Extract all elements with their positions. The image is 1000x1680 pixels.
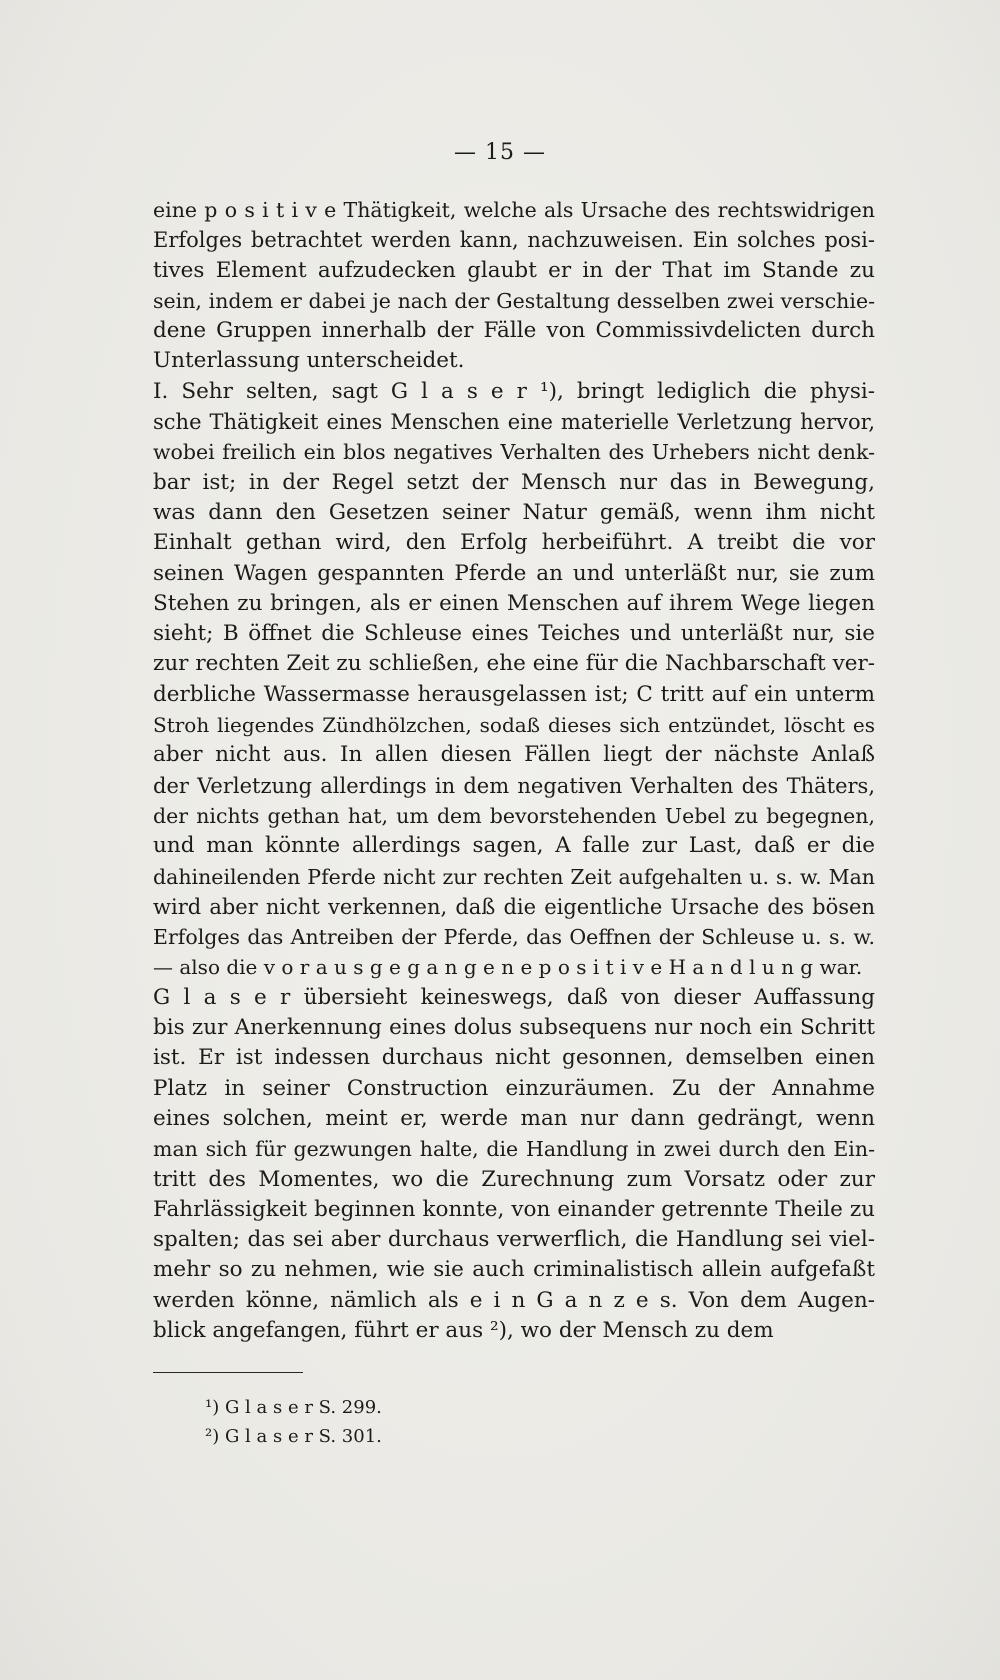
page-number: — 15 — [454, 140, 546, 165]
text-line: was dann den Gesetzen seiner Natur gemäß, wenn ihm nicht [153, 499, 875, 525]
text-line: — also die v o r a u s g e g a n g e n e p o s i t i v e H a n d l u n g war. [153, 955, 863, 980]
text-line: man sich für gezwungen halte, die Handlung in zwei durch den Ein- [153, 1137, 875, 1162]
text-line: Unterlassung unterscheidet. [153, 348, 465, 374]
text-line: und man könnte allerdings sagen, A falle zur Last, daß er die [153, 833, 875, 859]
text-line: Fahrlässigkeit beginnen konnte, von einander getrennte Theile zu [153, 1196, 875, 1222]
text-line: Einhalt gethan wird, den Erfolg herbeiführt. A treibt die vor [153, 530, 875, 556]
text-line: Erfolges betrachtet werden kann, nachzuweisen. Ein solches posi- [153, 228, 875, 253]
text-line: blick angefangen, führt er aus ²), wo der Mensch zu dem [153, 1317, 774, 1343]
text-line: G l a s e r übersieht keineswegs, daß von dieser Auffassung [153, 984, 875, 1010]
text-line: sieht; B öffnet die Schleuse eines Teiches und unterläßt nur, sie [153, 621, 875, 647]
footnote-separator-rule [153, 1372, 303, 1373]
text-line: bis zur Anerkennung eines dolus subsequens nur noch ein Schritt [153, 1015, 875, 1041]
text-line: werden könne, nämlich als e i n G a n z e s. Von dem Augen- [153, 1287, 875, 1313]
text-line: Stroh liegendes Zündhölzchen, sodaß dieses sich entzündet, löscht es [153, 713, 875, 738]
text-line: der Verletzung allerdings in dem negativen Verhalten des Thäters, [153, 773, 875, 798]
text-line: tives Element aufzudecken glaubt er in der That im Stande zu [153, 257, 875, 283]
text-line: bar ist; in der Regel setzt der Mensch nur das in Bewegung, [153, 469, 875, 495]
text-line: aber nicht aus. In allen diesen Fällen liegt der nächste Anlaß [153, 742, 875, 768]
text-line: dene Gruppen innerhalb der Fälle von Commissivdelicten durch [153, 318, 875, 344]
text-line: sche Thätigkeit eines Menschen eine materielle Verletzung hervor, [153, 410, 875, 435]
footnotes [205, 1393, 382, 1451]
text-line: tritt des Momentes, wo die Zurechnung zum Vorsatz oder zur [153, 1166, 875, 1192]
text-line: Stehen zu bringen, als er einen Menschen auf ihrem Wege liegen [153, 590, 875, 616]
footnote: ¹) G l a s e r S. 299. [205, 1397, 382, 1418]
text-line: wird aber nicht verkennen, daß die eigentliche Ursache des bösen [153, 894, 875, 919]
text-line: seinen Wagen gespannten Pferde an und unterläßt nur, sie zum [153, 560, 875, 586]
text-line: derbliche Wassermasse herausgelassen ist; C tritt auf ein unterm [153, 681, 875, 707]
text-line: spalten; das sei aber durchaus verwerflich, die Handlung sei viel- [153, 1227, 875, 1253]
text-line: zur rechten Zeit zu schließen, ehe eine für die Nachbarschaft ver- [153, 651, 875, 677]
text-line: wobei freilich ein blos negatives Verhalten des Urhebers nicht denk- [153, 440, 875, 465]
text-line: Platz in seiner Construction einzuräumen. Zu der Annahme [153, 1075, 875, 1101]
text-line: mehr so zu nehmen, wie sie auch criminalistisch allein aufgefaßt [153, 1257, 875, 1283]
text-line: Erfolges das Antreiben der Pferde, das Oeffnen der Schleuse u. s. w. [153, 925, 875, 950]
text-line: der nichts gethan hat, um dem bevorstehenden Uebel zu begegnen, [153, 803, 875, 828]
text-line: eines solchen, meint er, werde man nur dann gedrängt, wenn [153, 1105, 875, 1131]
text-line: ist. Er ist indessen durchaus nicht gesonnen, demselben einen [153, 1045, 875, 1071]
text-line: I. Sehr selten, sagt G l a s e r ¹), bringt lediglich die physi- [153, 378, 875, 404]
text-line: dahineilenden Pferde nicht zur rechten Zeit aufgehalten u. s. w. Man [153, 864, 875, 889]
body-text [153, 195, 875, 1346]
text-line: eine p o s i t i v e Thätigkeit, welche als Ursache des rechtswidrigen [153, 198, 875, 222]
text-line: sein, indem er dabei je nach der Gestaltung desselben zwei verschie- [153, 288, 875, 313]
footnote: ²) G l a s e r S. 301. [205, 1426, 382, 1447]
